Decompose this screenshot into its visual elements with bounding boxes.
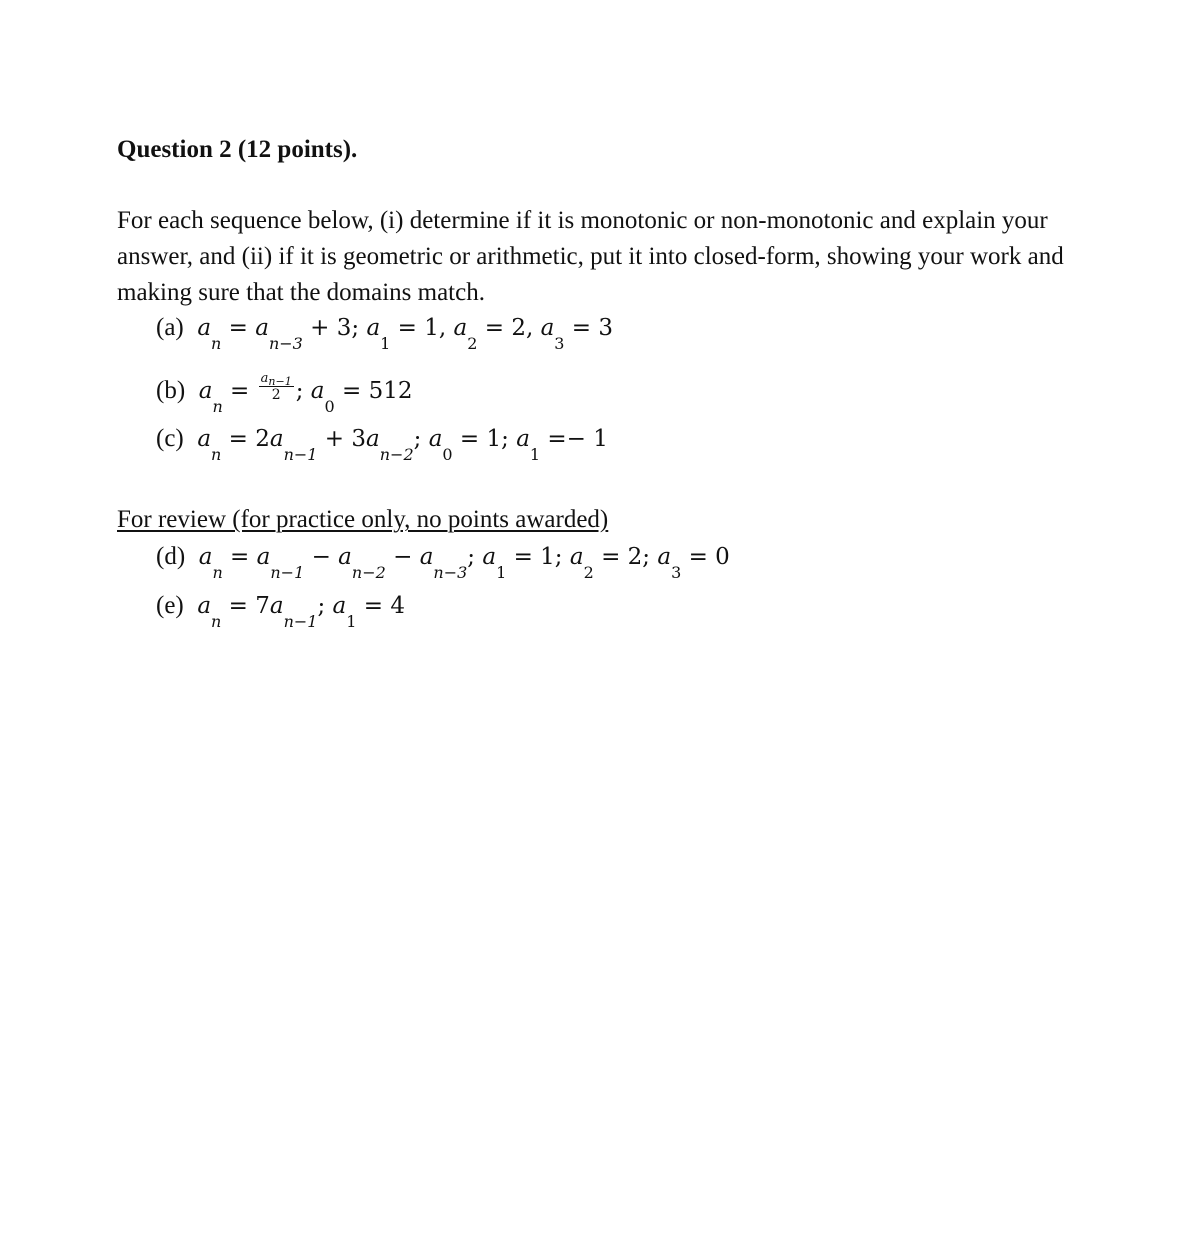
problem-label: (c) bbox=[156, 425, 184, 452]
problem-label: (a) bbox=[156, 314, 184, 341]
instructions-line: making sure that the domains match. bbox=[117, 279, 485, 306]
instructions-paragraph bbox=[117, 203, 1147, 311]
problem-b bbox=[156, 370, 413, 416]
review-heading: For review (for practice only, no points awarded) bbox=[117, 506, 609, 533]
equation-d: $a_n = a_{n-1} - a_{n-2} - a_{n-3}$; $a_1 = 1$; $a_2 = 2$; $a_3 = 0$ bbox=[198, 544, 730, 582]
equation-b: $a_n$ = $\frac{a_{n-1}}{2}$ ; $a_0 = 512$ bbox=[198, 370, 413, 416]
problem-e bbox=[156, 591, 405, 631]
instructions-line: For each sequence below, (i) determine if it is monotonic or non-monotonic and explain your bbox=[117, 207, 1048, 234]
fraction: $\frac{a_{n-1}}{2}$ bbox=[260, 370, 292, 403]
problem-d bbox=[156, 542, 730, 582]
problem-label: (e) bbox=[156, 592, 184, 619]
equation-c: $a_n = 2a_{n-1} + 3a_{n-2}$; $a_0 = 1$; $a_1 =- 1$ bbox=[197, 426, 608, 464]
question-title: Question 2 (12 points). bbox=[117, 136, 358, 163]
problem-a bbox=[156, 313, 614, 353]
equation-e: $a_n = 7a_{n-1}$; $a_1 = 4$ bbox=[197, 593, 405, 631]
problem-label: (b) bbox=[156, 377, 186, 404]
problem-c bbox=[156, 424, 608, 464]
equation-a: $a_n = a_{n-3} + 3$; $a_1 = 1$, $a_2 = 2$, $a_3 = 3$ bbox=[197, 315, 614, 353]
instructions-line: answer, and (ii) if it is geometric or arithmetic, put it into closed-form, showing your work and bbox=[117, 243, 1064, 270]
problem-label: (d) bbox=[156, 543, 186, 570]
